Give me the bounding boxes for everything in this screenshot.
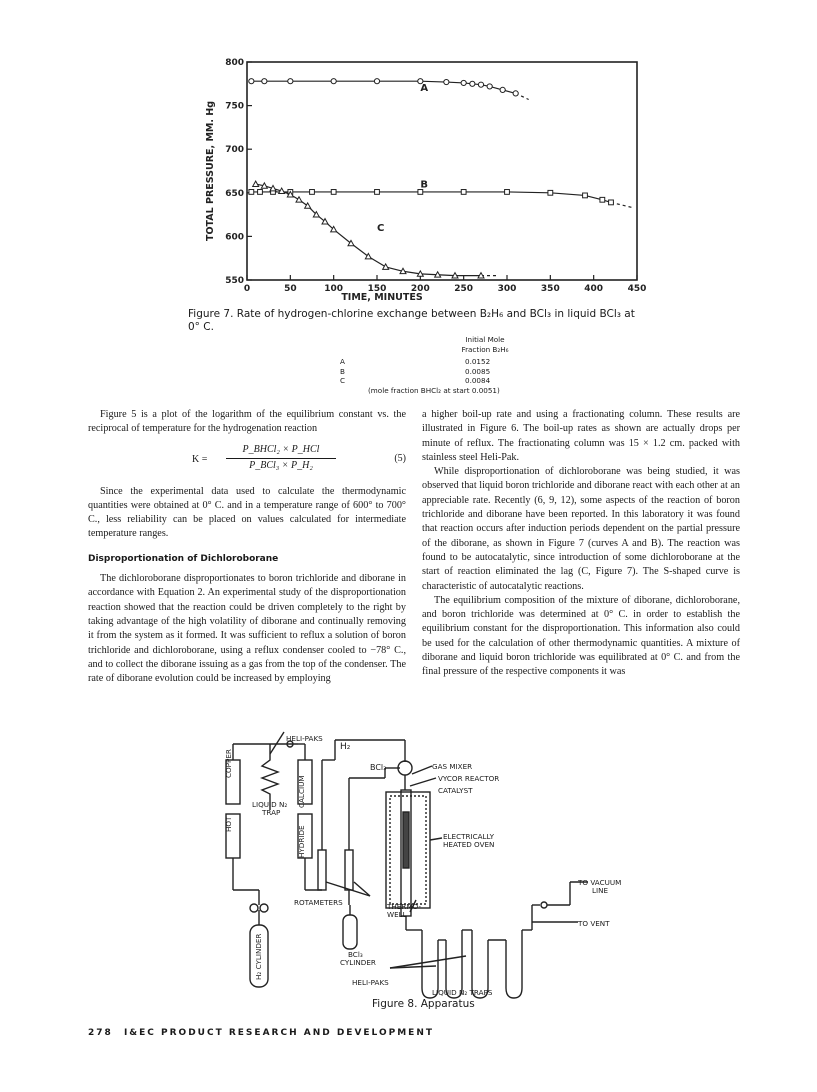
legend-row-value: 0.0152	[465, 357, 491, 366]
label-to-vacuum: TO VACUUM	[578, 878, 622, 887]
series-line-b	[251, 192, 611, 202]
x-tick-label: 200	[410, 284, 430, 294]
point-b	[258, 190, 263, 195]
label-thermo: THERMO-	[387, 902, 421, 911]
legend-row-c	[340, 376, 520, 386]
label-bcl3-cylinder-1: BCl₃	[348, 950, 363, 959]
series-line-c	[256, 184, 481, 276]
label-h2: H₂	[340, 742, 351, 752]
figure7-legend-head	[455, 335, 515, 354]
point-b	[331, 190, 336, 195]
legend-row-value: 0.0085	[465, 366, 491, 376]
label-heli-paks-bottom: HELI-PAKS	[352, 978, 389, 987]
series-dash-b	[611, 202, 633, 207]
point-a	[331, 79, 336, 84]
y-tick-label: 750	[225, 101, 244, 112]
page-footer	[88, 1028, 434, 1038]
figure7-legend-note: (mole fraction BHCl₂ at start 0.0051)	[368, 386, 500, 395]
label-copper: COPPER	[224, 749, 233, 778]
y-tick-label: 550	[225, 276, 244, 286]
point-b	[461, 190, 466, 195]
y-tick-label: 800	[225, 58, 244, 68]
label-to-vent: TO VENT	[578, 919, 610, 928]
page-number: 278	[88, 1028, 113, 1038]
label-well: WELL	[387, 910, 407, 919]
series-label-c: C	[377, 223, 385, 235]
label-trap: TRAP	[262, 808, 281, 817]
point-b	[609, 200, 614, 205]
label-gas-mixer: GAS MIXER	[432, 762, 473, 771]
point-a	[374, 79, 379, 84]
label-heated-oven: HEATED OVEN	[443, 840, 495, 849]
y-axis-label: TOTAL PRESSURE, MM. Hg	[205, 100, 216, 242]
label-calcium: CALCIUM	[297, 775, 306, 808]
point-b	[375, 190, 380, 195]
x-tick-label: 400	[584, 284, 604, 294]
point-a	[478, 82, 483, 87]
point-b	[600, 197, 605, 202]
label-bcl3: BCl₃	[370, 763, 387, 772]
label-electrically: ELECTRICALLY	[443, 832, 494, 841]
legend-head-line2: Fraction B₂H₆	[461, 344, 509, 354]
label-bcl3-cylinder-2: CYLINDER	[340, 958, 376, 967]
point-a	[249, 79, 254, 84]
point-a	[262, 79, 267, 84]
point-a	[288, 79, 293, 84]
point-b	[583, 193, 588, 198]
series-label-b: B	[420, 179, 428, 191]
x-tick-label: 50	[284, 284, 297, 294]
label-vycor-reactor: VYCOR REACTOR	[438, 774, 500, 783]
point-a	[444, 79, 449, 84]
series-label-a: A	[420, 82, 429, 94]
right-paragraph-3: The equilibrium composition of the mixture of diborane, dichloroborane, and boron trichloride was determined at 0° C. in order to establish the equilibrium constant for the disproportionation. This information also could be used for the calculation of other thermodynamic quantities. A mixture of diborane and liquid boron trichloride was equilibrated at 0° C. and from the final pressure of the respective components it was	[422, 594, 740, 678]
point-a	[470, 81, 475, 86]
legend-row-a	[340, 357, 520, 367]
plot-frame	[247, 62, 637, 280]
chart-plot-area	[205, 58, 646, 303]
h2-cylinder-shape	[250, 925, 268, 987]
x-tick-label: 150	[367, 284, 387, 294]
point-a	[513, 91, 518, 96]
equation-lhs: K =	[192, 453, 208, 465]
x-tick-label: 300	[497, 284, 517, 294]
legend-row-label: A	[340, 357, 345, 366]
equation-numerator: P_BHCl₂ × P_HCl	[226, 443, 336, 459]
bcl3-cylinder-shape	[343, 915, 357, 949]
y-tick-label: 700	[225, 145, 244, 156]
label-h2-cylinder: H₂ CYLINDER	[254, 933, 263, 980]
figure8-apparatus-diagram	[210, 730, 660, 1016]
point-b	[249, 190, 254, 195]
y-tick-label: 650	[225, 188, 244, 199]
journal-name: I&EC PRODUCT RESEARCH AND DEVELOPMENT	[123, 1028, 434, 1038]
point-b	[310, 190, 315, 195]
legend-head-line1: Initial Mole	[465, 335, 505, 344]
figure7-legend-rows	[340, 357, 520, 386]
x-axis-label: TIME, MINUTES	[341, 292, 423, 303]
left-paragraph-2: Since the experimental data used to calculate the thermodynamic quantities were obtained at 0° C. and in a temperature range of 600° to 700° C., less reliability can be placed on values calculated for intermediate temperature ranges.	[88, 485, 406, 540]
right-paragraph-1: a higher boil-up rate and using a fractionating column. These results are illustrated in Figure 6. The boil-up rates as shown are actually drops per minute of reflux. The fractionating column was 15 × 1.2 cm. packed with stainless steel Heli-Pak.	[422, 409, 740, 463]
label-line: LINE	[592, 886, 609, 895]
label-rotameters: ROTAMETERS	[294, 898, 343, 907]
point-a	[487, 84, 492, 89]
legend-row-value: 0.0084	[465, 376, 491, 385]
hot-copper-column	[226, 760, 240, 804]
point-b	[548, 190, 553, 195]
hot-copper-column-lower	[226, 814, 240, 858]
legend-row-label: B	[340, 366, 345, 376]
label-hot: HOT	[224, 816, 233, 832]
x-tick-label: 350	[540, 284, 560, 294]
point-c	[253, 181, 259, 186]
point-c	[296, 197, 302, 202]
label-hydride: HYDRIDE	[297, 825, 306, 858]
calcium-hydride-column	[298, 760, 312, 804]
equation-denominator: P_BCl₃ × P_H₂	[249, 459, 313, 471]
left-paragraph-3: The dichloroborane disproportionates to boron trichloride and diborane in accordance with Equation 2. An experimental study of the disproportionation reaction showed that the reaction could be driven completely to the right by taking advantage of the high volatility of diborane and continually removing it from the system as it formed. It was sufficient to reflux a solution of boron trichloride and dichloroborane, using a reflux condenser cooled to −78° C., and to collect the diborane issuing as a gas from the top of the condenser. The rate of diborane evolution could be increased by employing	[88, 573, 406, 685]
right-column	[422, 408, 740, 680]
calcium-hydride-column-lower	[298, 814, 312, 858]
point-a	[500, 87, 505, 92]
x-tick-label: 450	[627, 284, 647, 294]
left-column	[88, 408, 406, 686]
label-heli-paks-top: HELI-PAKS	[286, 734, 323, 743]
point-c	[383, 264, 389, 269]
y-tick-label: 600	[225, 232, 244, 243]
figure7-caption	[188, 308, 648, 334]
figure8-caption: Figure 8. Apparatus	[372, 998, 475, 1010]
label-catalyst: CATALYST	[438, 786, 473, 795]
equation-5	[88, 443, 406, 477]
point-a	[461, 80, 466, 85]
x-tick-label: 250	[454, 284, 474, 294]
left-paragraph-1: Figure 5 is a plot of the logarithm of the equilibrium constant vs. the reciprocal of temperature for the hydrogenation reaction	[88, 409, 406, 435]
figure7-caption-text: Figure 7. Rate of hydrogen-chlorine exchange between B₂H₆ and BCl₃ in liquid BCl₃ at 0° C.	[188, 308, 635, 333]
label-liquid-n2: LIQUID N₂	[252, 800, 288, 809]
x-tick-label: 100	[324, 284, 344, 294]
label-liquid-n2-traps: LIQUID N₂ TRAPS	[432, 988, 493, 997]
point-b	[505, 190, 510, 195]
equation-number: (5)	[394, 452, 406, 464]
legend-row-b	[340, 367, 520, 377]
figure7-chart	[195, 48, 655, 310]
legend-row-label: C	[340, 376, 346, 385]
section-heading: Disproportionation of Dichloroborane	[88, 553, 279, 564]
right-paragraph-2: While disproportionation of dichloroborane was being studied, it was observed that liquid boron trichloride and diborane react with each other at an appreciable rate. Recently (6, 9, 12), some aspects of the reaction of boron trichloride and diborane have been reported. In this laboratory it was found that reaction occurs after induction periods dependent on the partial pressure of the diborane, as shown in Figure 7 (curves A and B). The reaction was found to be autocatalytic, since introduction of some dichloroborane at the start of reaction eliminated the lag (C, Figure 7). The S-shaped curve is characteristic of autocatalytic reactions.	[422, 466, 740, 592]
x-tick-label: 0	[243, 284, 251, 294]
